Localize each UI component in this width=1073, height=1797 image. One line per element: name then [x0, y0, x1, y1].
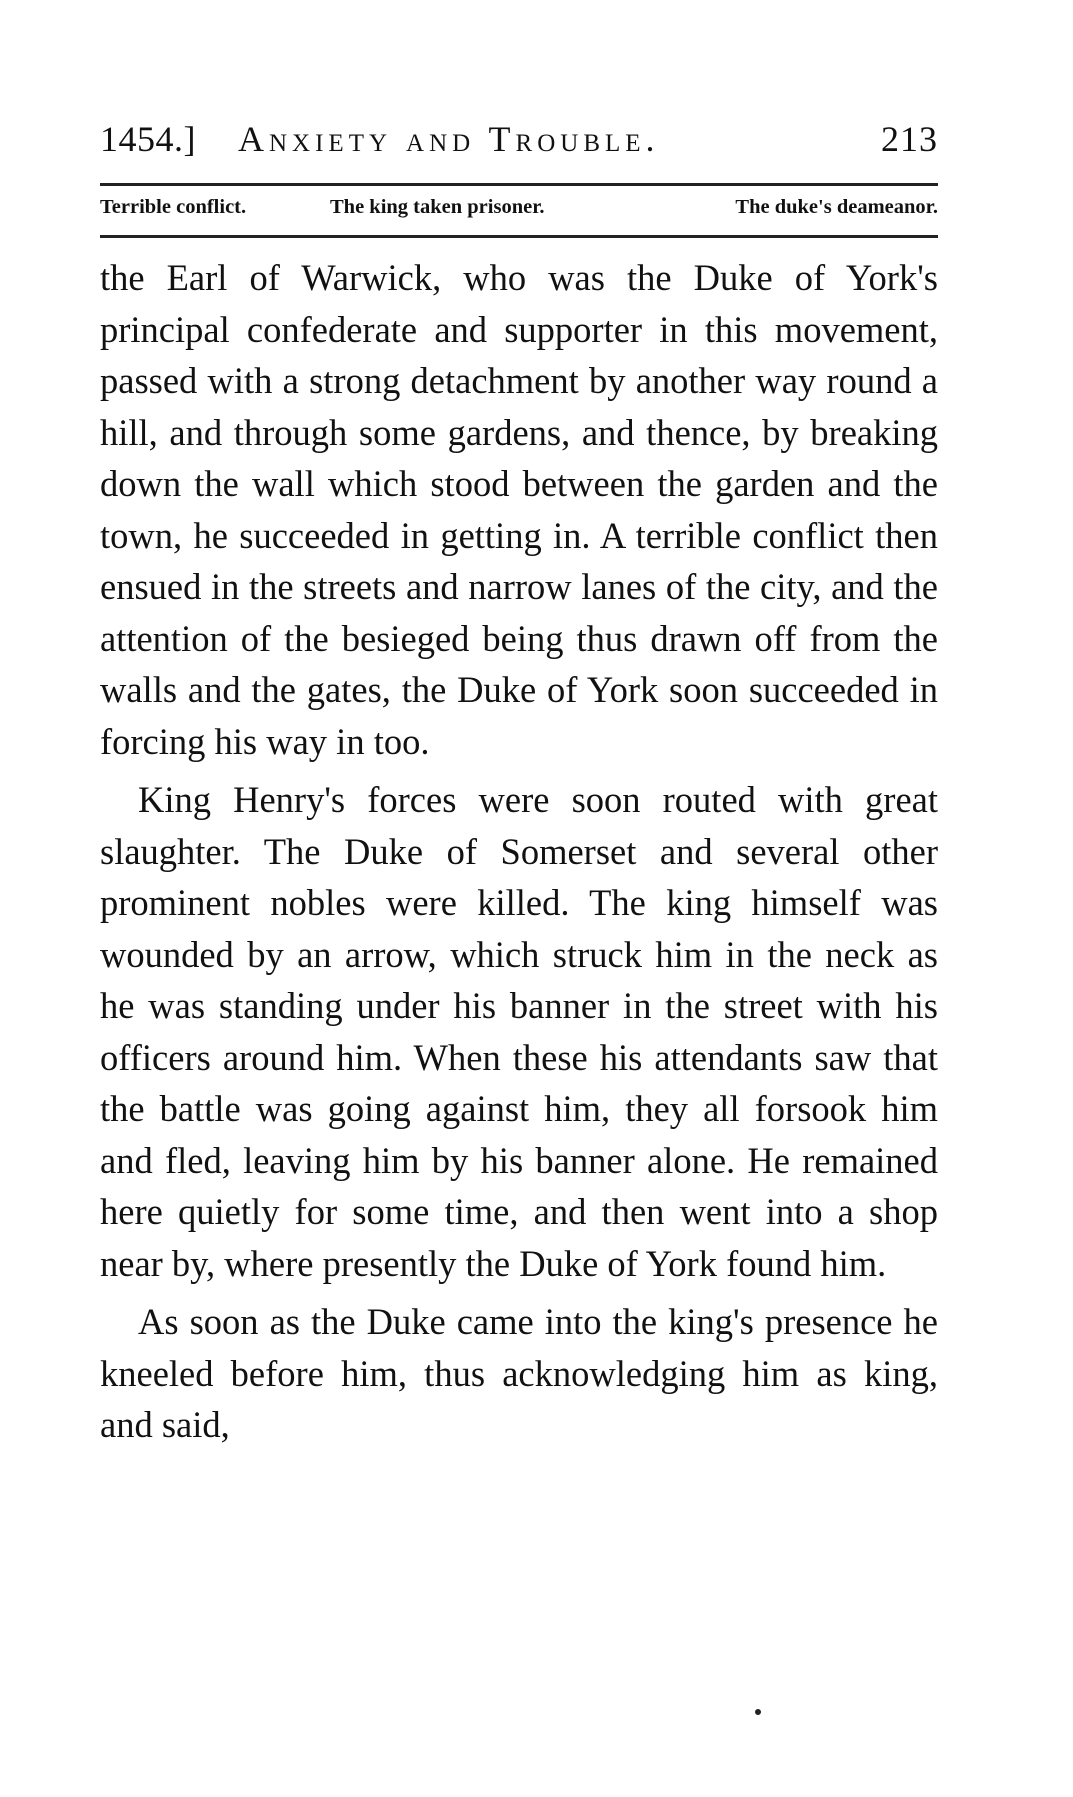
body-text — [100, 252, 938, 1458]
running-head — [100, 118, 938, 170]
page-number: 213 — [881, 119, 938, 159]
paragraph-king-henry: King Henry's forces were soon routed with great slaughter. The Duke of Somerset and several other prominent nobles were killed. The king himself was wounded by an arrow, which struck him in the neck as he was standing under his banner in the street with his officers around him. When these his attendants saw that the battle was going against him, they all forsook him and fled, leaving him by his banner alone. He remained here quietly for some time, and then went into a shop near by, where presently the Duke of York found him. — [100, 779, 938, 1284]
ink-speck — [755, 1709, 761, 1715]
subhead-terrible-conflict: Terrible conflict. — [100, 196, 247, 218]
running-head-year: 1454.] — [100, 119, 196, 159]
header-rule-bottom — [100, 235, 938, 238]
running-head-title: Anxiety and Trouble. — [238, 119, 660, 159]
header-rule-top — [100, 183, 938, 186]
marginal-subheads — [100, 196, 938, 228]
subhead-king-taken-prisoner: The king taken prisoner. — [330, 196, 545, 218]
subhead-dukes-demeanor: The duke's deameanor. — [735, 196, 938, 218]
paragraph-duke-kneels: As soon as the Duke came into the king's presence he kneeled before him, thus acknowledging him as king, and said, — [100, 1301, 938, 1445]
paragraph-continuation: the Earl of Warwick, who was the Duke of York's principal confederate and supporter in this movement, passed with a strong detachment by another way round a hill, and through some gardens, and thence, by breaking down the wall which stood between the garden and the town, he succeeded in getting in. A terrible conflict then ensued in the streets and narrow lanes of the city, and the attention of the besieged being thus drawn off from the walls and the gates, the Duke of York soon succeeded in forcing his way in too. — [100, 257, 938, 762]
